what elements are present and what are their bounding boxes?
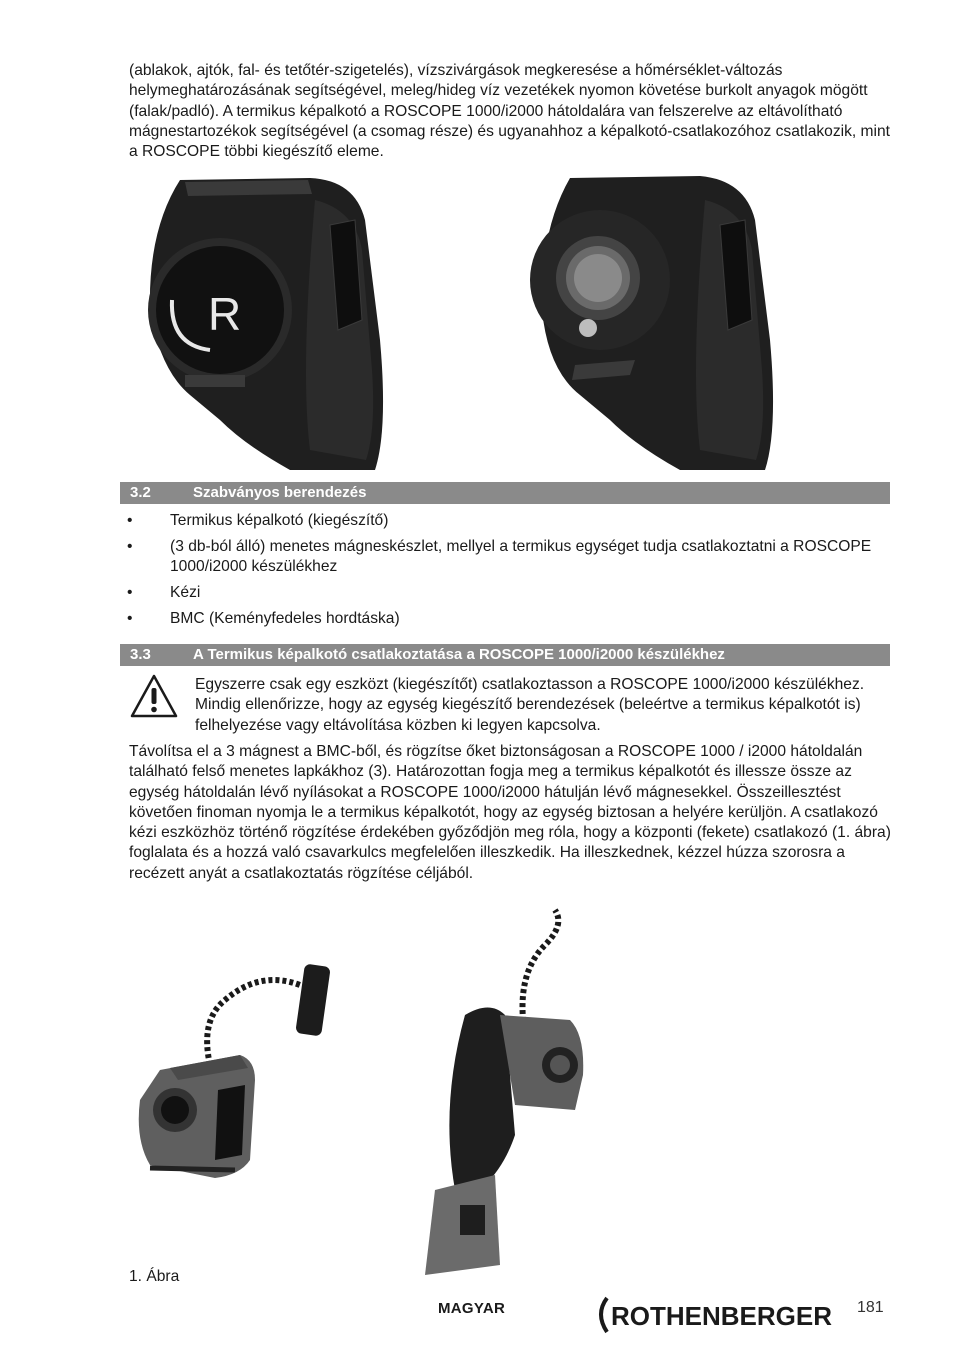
intro-paragraph: (ablakok, ajtók, fal- és tetőtér-szigetelés), vízszivárgások megkeresése a hőmérséklet-változás helymeghatározásának segítségével, meleg/hideg víz vezetékek nyomon követése burkolt anyagok mögött (falak/padló). A termikus képalkotó a ROSCOPE 1000/i2000 hátoldalára van felszerelve az eltávolítható mágnestartozékok segítségével (a csomag része) és ugyanahhoz a képalkotó-csatlakozóhoz csatlakozik, mint a ROSCOPE többi kiegészítő eleme. (129, 62, 891, 161)
thermal-imager-without-cover-image (530, 170, 780, 475)
rothenberger-logo (593, 1294, 838, 1336)
section-number: 3.2 (130, 484, 151, 501)
section-title: Szabványos berendezés (193, 484, 367, 501)
thermal-imager-cable-image (130, 960, 370, 1190)
page-number: 181 (857, 1299, 884, 1316)
roscope-with-thermal-imager-image (405, 905, 605, 1285)
list-item: • Kézi (120, 583, 890, 603)
section-number: 3.3 (130, 646, 151, 663)
section-3-3-header (120, 644, 890, 666)
list-item: • Termikus képalkotó (kiegészítő) (120, 511, 890, 531)
warning-text: Egyszerre csak egy eszközt (kiegészítőt) csatlakoztasson a ROSCOPE 1000/i2000 készülékhez. Mindig ellenőrizze, hogy az egység kiegészítő berendezések (beleértve a termikus képalkotót is) felhelyezése vagy eltávolítása közben ki legyen kapcsolva. (195, 676, 865, 734)
svg-text:R: R (208, 288, 242, 340)
list-item: • (3 db-ból álló) menetes mágneskészlet, mellyel a termikus egységet tudja csatlakoztatni a ROSCOPE 1000/i2000 készülékhez (120, 537, 890, 577)
warning-icon (129, 673, 179, 719)
brand-name: ROTHENBERGER (611, 1301, 833, 1331)
instruction-paragraph: Távolítsa el a 3 mágnest a BMC-ből, és rögzítse őket biztonságosan a ROSCOPE 1000 / i2000 hátoldalán található felső menetes lapkákhoz (3). Határozottan fogja meg a termikus képalkotót és illessze össze az egység hátoldalán lévő nyílásokat a ROSCOPE 1000/i2000 hátulján lévő mágnesekkel. Összeillesztést követően finoman nyomja le a termikus képalkotót, hogy az egység biztosan a helyére kerüljön. A csatlakozó kézi eszközhöz történő rögzítése érdekében győződjön meg róla, hogy a központi (fekete) csatlakozó (1. ábra) foglalata és a hozzá való csavarkulcs megfelelően illeszkedik. Ha illeszkednek, kézzel húzza szorosra a recézett anyát a csatlakoztatás rögzítése céljából. (129, 743, 891, 882)
figure-caption: 1. Ábra (129, 1268, 180, 1285)
standard-equipment-list (120, 511, 890, 635)
list-item: • BMC (Keményfedeles hordtáska) (120, 609, 890, 629)
section-title: A Termikus képalkotó csatlakoztatása a ROSCOPE 1000/i2000 készülékhez (193, 646, 725, 663)
thermal-imager-with-cover-image (140, 170, 390, 475)
section-3-2-header (120, 482, 890, 504)
footer-language: MAGYAR (438, 1300, 506, 1317)
